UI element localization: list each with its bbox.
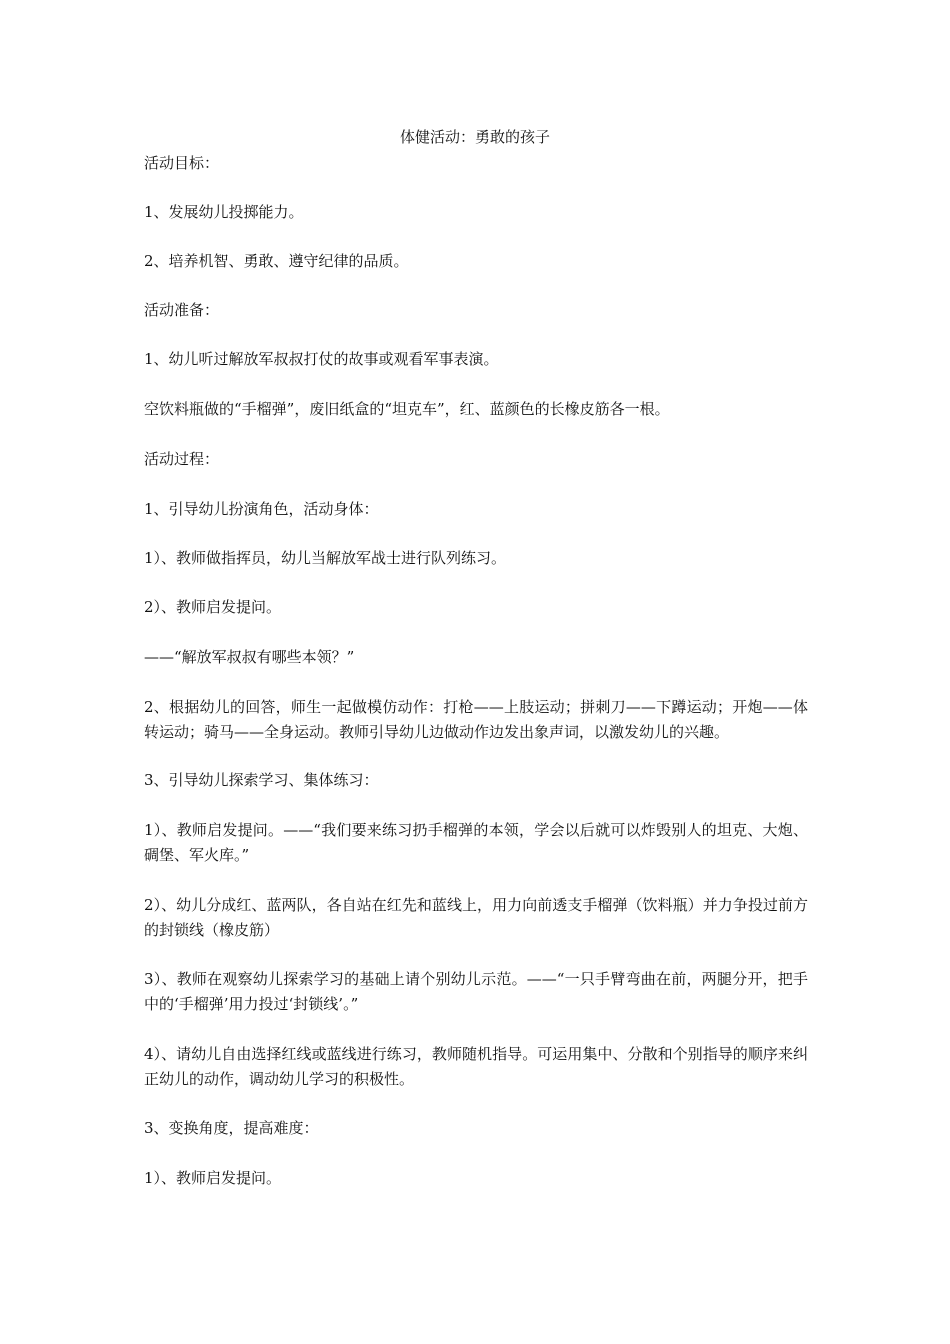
section-heading-difficulty: 3、变换角度，提高难度： (144, 1119, 319, 1137)
section-heading-goals: 活动目标： (144, 154, 220, 172)
document-title: 体健活动：勇敢的孩子 (399, 128, 550, 146)
paragraph: 1、引导幼儿扮演角色，活动身体： (144, 500, 379, 518)
paragraph: 1、幼儿听过解放军叔叔打仗的故事或观看军事表演。 (144, 350, 499, 368)
paragraph: 2、根据幼儿的回答，师生一起做模仿动作：打枪——上肢运动；拼刺刀——下蹲运动；开炮——体转运动；骑马——全身运动。教师引导幼儿边做动作边发出象声词，以激发幼儿的兴趣。 (144, 698, 808, 741)
paragraph: 空饮料瓶做的“手榴弹”，废旧纸盒的“坦克车”，红、蓝颜色的长橡皮筋各一根。 (144, 400, 670, 418)
paragraph: 3、引导幼儿探索学习、集体练习： (144, 771, 379, 789)
paragraph: 2、培养机智、勇敢、遵守纪律的品质。 (144, 252, 409, 270)
paragraph: 2）、幼儿分成红、蓝两队，各自站在红先和蓝线上，用力向前透支手榴弹（饮料瓶）并力争投过前方的封锁线（橡皮筋） (144, 896, 808, 939)
paragraph: 1）、教师启发提问。——“我们要来练习扔手榴弹的本领，学会以后就可以炸毁别人的坦克、大炮、碉堡、军火库。” (144, 821, 808, 864)
paragraph: 2）、教师启发提问。 (144, 598, 282, 616)
paragraph: ——“解放军叔叔有哪些本领？” (144, 648, 355, 666)
paragraph: 1）、教师做指挥员，幼儿当解放军战士进行队列练习。 (144, 549, 507, 567)
paragraph: 4）、请幼儿自由选择红线或蓝线进行练习，教师随机指导。可运用集中、分散和个别指导的顺序来纠正幼儿的动作，调动幼儿学习的积极性。 (144, 1045, 808, 1088)
paragraph: 1）、教师启发提问。 (144, 1169, 282, 1187)
paragraph: 3）、教师在观察幼儿探索学习的基础上请个别幼儿示范。——“一只手臂弯曲在前，两腿分开，把手中的‘手榴弹’用力投过‘封锁线’。” (144, 970, 808, 1013)
paragraph: 1、发展幼儿投掷能力。 (144, 203, 304, 221)
section-heading-process: 活动过程： (144, 450, 220, 468)
section-heading-preparation: 活动准备： (144, 301, 220, 319)
